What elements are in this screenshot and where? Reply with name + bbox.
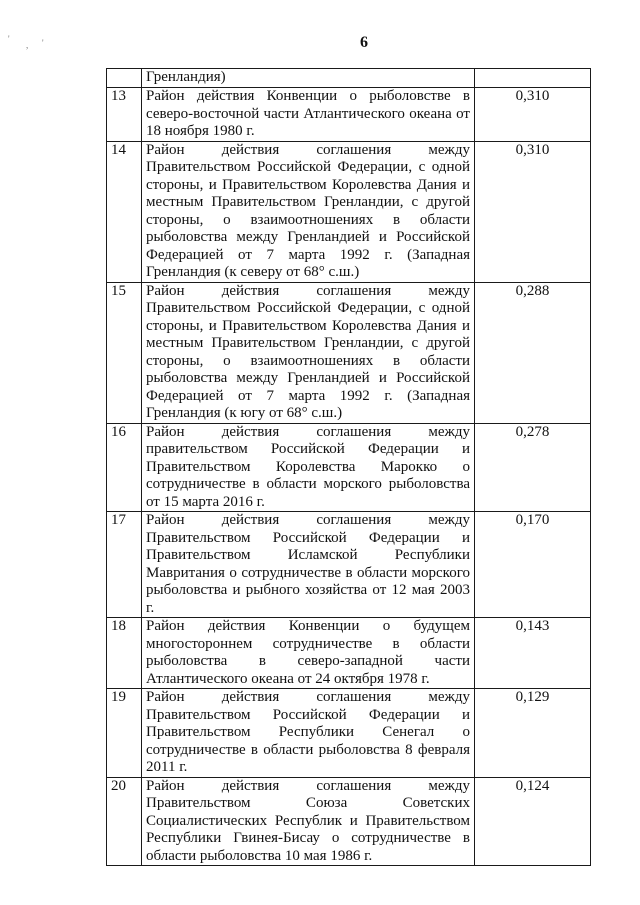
- row-number: 18: [107, 618, 142, 689]
- corner-mark: ': [42, 38, 44, 48]
- table-row: [107, 423, 591, 512]
- row-description: Район действия соглашения между Правительством Российской Федерации и Правительством Исламской Республики Мавритания о сотрудничестве в области морского рыболовства и рыбного хозяйства от 12 мая 2003 г.: [142, 512, 475, 618]
- row-description: Район действия соглашения между Правительством Союза Советских Социалистических Республик и Правительством Республики Гвинея-Бисау о сотрудничестве в области рыболовства 10 мая 1986 г.: [142, 777, 475, 866]
- row-description: Район действия соглашения между Правительством Российской Федерации, с одной стороны, и Правительством Королевства Дания и местным Правительством Гренландии, с другой стороны, о взаимоотношениях в области рыболовства между Гренландией и Российской Федерацией от 7 марта 1992 г. (Западная Гренландия (к северу от 68° с.ш.): [142, 141, 475, 282]
- quota-table: [106, 68, 591, 866]
- row-value: 0,124: [475, 777, 591, 866]
- row-number: 13: [107, 88, 142, 142]
- row-value: 0,170: [475, 512, 591, 618]
- row-description: Район действия соглашения между Правительством Российской Федерации, с одной стороны, и Правительством Королевства Дания и местным Правительством Гренландии, с другой стороны, о взаимоотношениях в области рыболовства между Гренландией и Российской Федерацией от 7 марта 1992 г. (Западная Гренландия (к югу от 68° с.ш.): [142, 282, 475, 423]
- row-number: 20: [107, 777, 142, 866]
- row-description: Район действия Конвенции о будущем многостороннем сотрудничестве в области рыболовства в северо-западной части Атлантического океана от 24 октября 1978 г.: [142, 618, 475, 689]
- page-number: 6: [360, 34, 368, 51]
- table-row: [107, 689, 591, 778]
- table-row: [107, 141, 591, 282]
- table-row: [107, 512, 591, 618]
- corner-mark: ': [8, 34, 10, 44]
- row-description: Гренландия): [142, 69, 475, 88]
- row-value: 0,278: [475, 423, 591, 512]
- row-value: 0,129: [475, 689, 591, 778]
- row-number: 14: [107, 141, 142, 282]
- table-row-continuation: [107, 69, 591, 88]
- row-number-cell: [107, 69, 142, 88]
- table-row: [107, 777, 591, 866]
- row-value: 0,310: [475, 88, 591, 142]
- row-value: [475, 69, 591, 88]
- row-description: Район действия соглашения между правительством Российской Федерации и Правительством Королевства Марокко о сотрудничестве в области морского рыболовства от 15 марта 2016 г.: [142, 423, 475, 512]
- table-row: [107, 618, 591, 689]
- row-description: Район действия Конвенции о рыболовстве в северо-восточной части Атлантического океана от 18 ноября 1980 г.: [142, 88, 475, 142]
- row-value: 0,143: [475, 618, 591, 689]
- table-row: [107, 282, 591, 423]
- row-description: Район действия соглашения между Правительством Российской Федерации и Правительством Республики Сенегал о сотрудничестве в области рыболовства 8 февраля 2011 г.: [142, 689, 475, 778]
- row-number: 17: [107, 512, 142, 618]
- row-value: 0,288: [475, 282, 591, 423]
- row-number: 19: [107, 689, 142, 778]
- row-number: 15: [107, 282, 142, 423]
- row-number: 16: [107, 423, 142, 512]
- row-value: 0,310: [475, 141, 591, 282]
- table-row: [107, 88, 591, 142]
- corner-mark: ,: [26, 40, 29, 50]
